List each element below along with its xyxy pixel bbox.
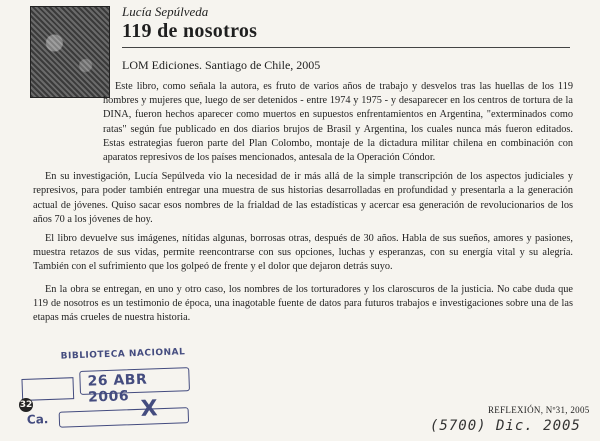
- handwritten-note: (5700) Dic. 2005: [430, 418, 581, 434]
- paragraph: En la obra se entregan, en uno y otro caso, los nombres de los torturadores y los claroscuros de la justicia. No cabe duda que 119 de nosotros es un testimonio de época, una inagotable fuente de datos para futuros trabajos e investigaciones sobre una de las etapas más crueles de nuestra historia.: [33, 283, 573, 324]
- stamp-date: 26 ABR 2006: [87, 371, 148, 406]
- stamp-bottom-box: [59, 407, 189, 428]
- journal-footer: REFLEXIÓN, Nº31, 2005: [488, 405, 590, 415]
- publisher-line: LOM Ediciones. Santiago de Chile, 2005: [122, 58, 321, 72]
- review-body: [33, 80, 573, 333]
- library-stamp: [20, 345, 193, 441]
- stamp-frame: [21, 377, 74, 401]
- book-title: 119 de nosotros: [122, 20, 258, 42]
- page-number: 32: [19, 400, 33, 410]
- title-rule: [122, 47, 570, 48]
- book-author: Lucía Sepúlveda: [122, 4, 209, 19]
- paragraph: Este libro, como señala la autora, es fruto de varios años de trabajo y desvelos tras las huellas de los 119 hombres y mujeres que, luego de ser detenidos - entre 1974 y 1975 - y desaparecer en los centros de tortura de la DINA, fueron hechos aparecer como muertos en supuestos enfrentamientos en Argentina, "exterminados como ratas" según fue publicado en dos diarios brujos de Brasil y Argentina, los cuales nunca más fueron editados. Estas estrategias fueron parte del Plan Colombo, montaje de la dictadura militar chilena en combinación con aparatos represivos de los países mencionados, antesala de la Operación Cóndor.: [103, 81, 573, 164]
- paragraph: En su investigación, Lucía Sepúlveda vio la necesidad de ir más allá de la simple transcripción de los aspectos judiciales y represivos, para poder también entregar una muestra de sus historias desarrolladas en profundidad y presentarla a la generación actual de jóvenes. Quiso sacar esos nombres de la frialdad de las estadísticas y acercar esa generación de revolucionarios de los años 70 a los jóvenes de hoy.: [33, 171, 573, 225]
- stamp-x-mark: X: [140, 396, 158, 422]
- stamp-ca-label: Ca.: [26, 412, 49, 427]
- stamp-org: BIBLIOTECA NACIONAL: [60, 347, 186, 362]
- paragraph: El libro devuelve sus imágenes, nítidas algunas, borrosas otras, después de 30 años. Habla de sus sueños, amores y pasiones, muestra retazos de sus vidas, permite reencontrarse con sus opciones, luchas y esperanzas, con su energía vital y su alegría. También con el sufrimiento que los golpeó de frente y el dolor que dejaron detrás suyo.: [33, 233, 573, 273]
